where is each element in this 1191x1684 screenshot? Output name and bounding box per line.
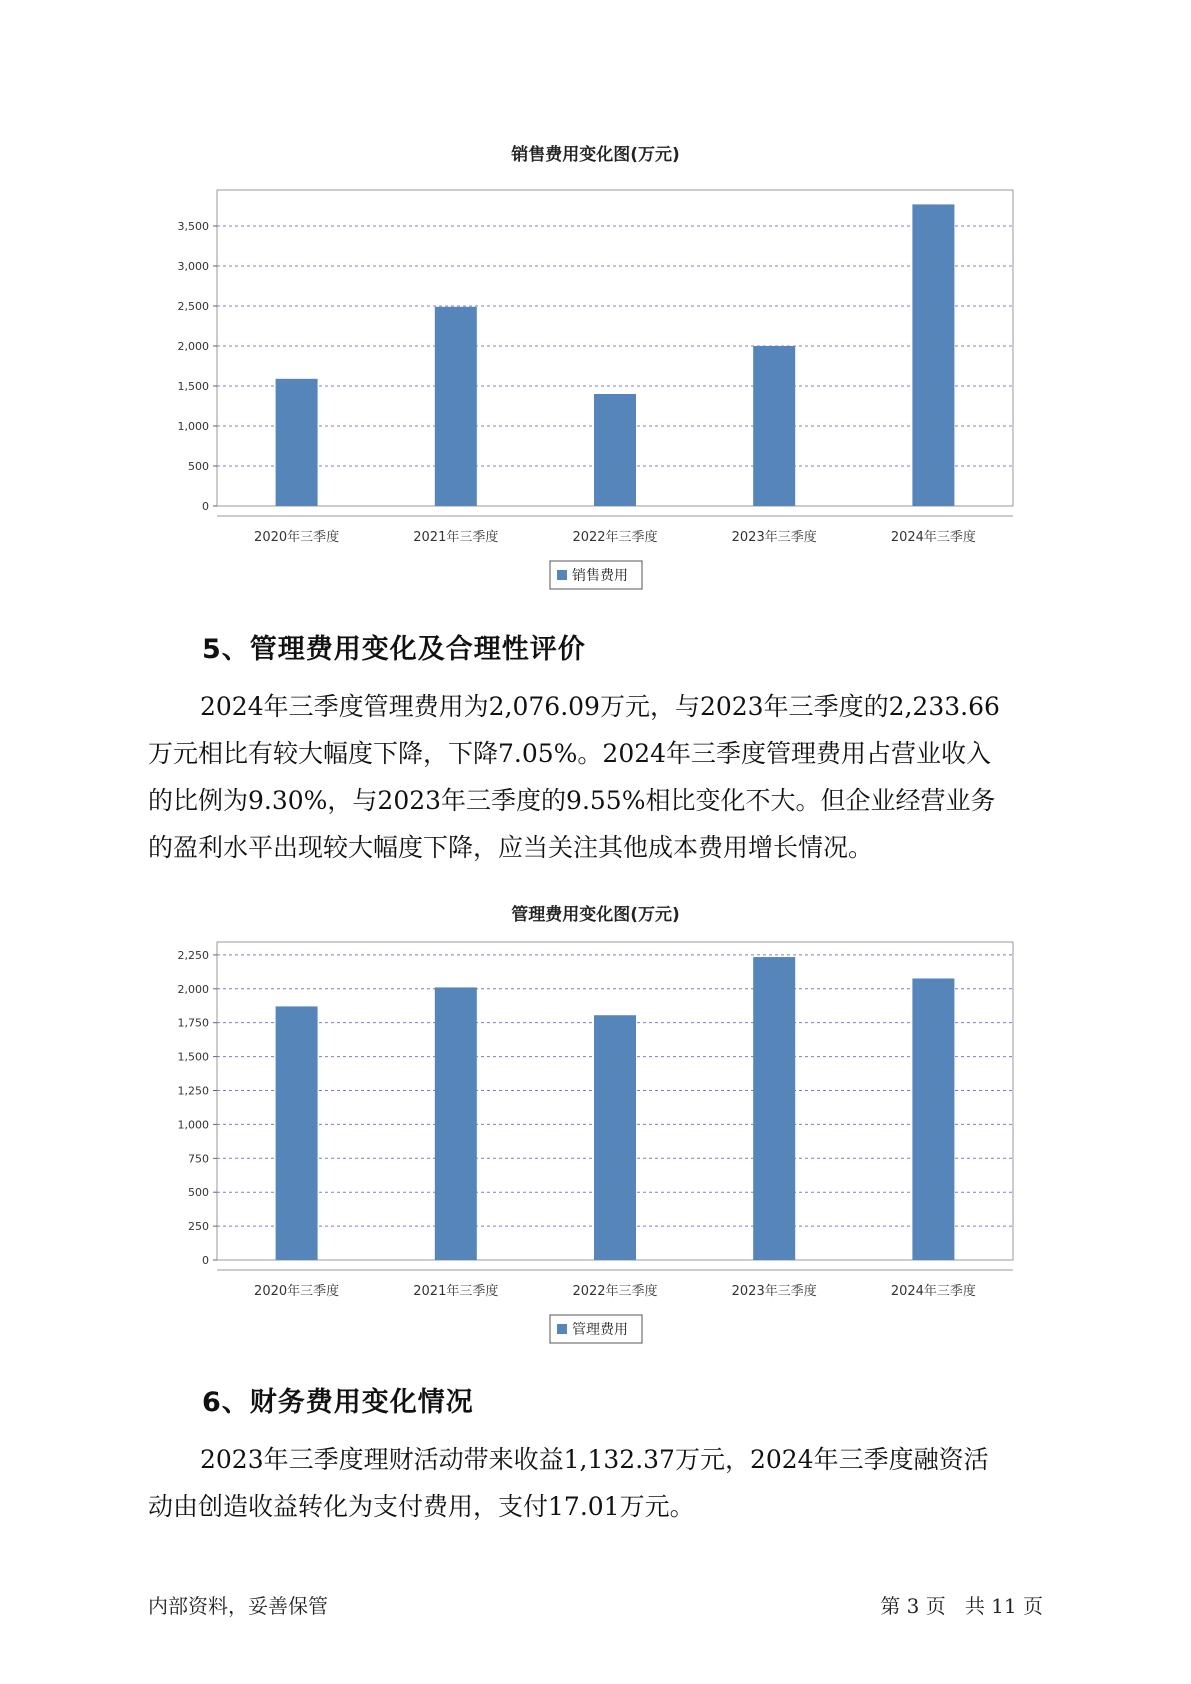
section-6-heading: 6、财务费用变化情况 bbox=[202, 1387, 474, 1418]
legend-swatch bbox=[557, 1324, 567, 1334]
y-tick-label: 0 bbox=[202, 500, 209, 513]
y-tick-label: 1,250 bbox=[177, 1084, 209, 1098]
y-tick-label: 1,000 bbox=[177, 420, 209, 433]
x-category-label: 2021年三季度 bbox=[413, 1284, 499, 1299]
x-category-label: 2023年三季度 bbox=[731, 1284, 817, 1299]
bar bbox=[912, 978, 954, 1260]
bar bbox=[594, 1015, 636, 1260]
bar bbox=[753, 957, 795, 1260]
y-tick-label: 2,000 bbox=[177, 340, 209, 353]
section-5-line-4: 的盈利水平出现较大幅度下降，应当关注其他成本费用增长情况。 bbox=[148, 833, 874, 862]
mgmt-chart-title: 管理费用变化图(万元) bbox=[511, 905, 680, 925]
sales-expense-chart bbox=[0, 170, 1191, 610]
bar bbox=[435, 307, 477, 506]
x-category-label: 2022年三季度 bbox=[572, 530, 658, 545]
bar bbox=[276, 1006, 318, 1260]
bar bbox=[753, 346, 795, 506]
section-6-line-1: 2023年三季度理财活动带来收益1,132.37万元，2024年三季度融资活 bbox=[200, 1445, 989, 1474]
section-5-line-3: 的比例为9.30%，与2023年三季度的9.55%相比变化不大。但企业经营业务 bbox=[148, 786, 996, 815]
y-tick-label: 1,750 bbox=[177, 1016, 209, 1030]
y-tick-label: 2,000 bbox=[177, 982, 209, 996]
y-tick-label: 3,500 bbox=[177, 220, 209, 233]
y-tick-label: 250 bbox=[188, 1220, 209, 1234]
x-category-label: 2020年三季度 bbox=[254, 530, 340, 545]
legend-label: 管理费用 bbox=[572, 1322, 628, 1338]
legend-label: 销售费用 bbox=[572, 568, 628, 584]
y-tick-label: 1,500 bbox=[177, 380, 209, 393]
x-category-label: 2020年三季度 bbox=[254, 1284, 340, 1299]
bar bbox=[594, 394, 636, 506]
x-category-label: 2021年三季度 bbox=[413, 530, 499, 545]
y-tick-label: 3,000 bbox=[177, 260, 209, 273]
y-tick-label: 1,000 bbox=[177, 1118, 209, 1132]
footer-page-number: 第 3 页 共 11 页 bbox=[880, 1594, 1043, 1618]
y-tick-label: 750 bbox=[188, 1152, 209, 1166]
bar bbox=[276, 379, 318, 506]
bar bbox=[912, 204, 954, 506]
management-expense-chart bbox=[0, 930, 1191, 1350]
y-tick-label: 2,500 bbox=[177, 300, 209, 313]
y-tick-label: 500 bbox=[188, 1186, 209, 1200]
sales-chart-title: 销售费用变化图(万元) bbox=[511, 145, 680, 165]
y-tick-label: 500 bbox=[188, 460, 209, 473]
section-6-paragraph bbox=[148, 1436, 1048, 1530]
bar bbox=[435, 987, 477, 1260]
section-5-line-2: 万元相比有较大幅度下降，下降7.05%。2024年三季度管理费用占营业收入 bbox=[148, 739, 992, 768]
section-5-heading: 5、管理费用变化及合理性评价 bbox=[202, 634, 586, 665]
y-tick-label: 1,500 bbox=[177, 1050, 209, 1064]
x-category-label: 2024年三季度 bbox=[890, 530, 976, 545]
y-tick-label: 0 bbox=[202, 1254, 209, 1267]
x-category-label: 2022年三季度 bbox=[572, 1284, 658, 1299]
section-5-paragraph bbox=[148, 683, 1048, 871]
x-category-label: 2023年三季度 bbox=[731, 530, 817, 545]
footer-confidential-note: 内部资料，妥善保管 bbox=[148, 1594, 328, 1618]
y-tick-label: 2,250 bbox=[177, 948, 209, 962]
x-category-label: 2024年三季度 bbox=[890, 1284, 976, 1299]
legend-swatch bbox=[557, 570, 567, 580]
section-5-line-1: 2024年三季度管理费用为2,076.09万元，与2023年三季度的2,233.66 bbox=[200, 692, 1000, 721]
section-6-line-2: 动由创造收益转化为支付费用，支付17.01万元。 bbox=[148, 1492, 695, 1521]
